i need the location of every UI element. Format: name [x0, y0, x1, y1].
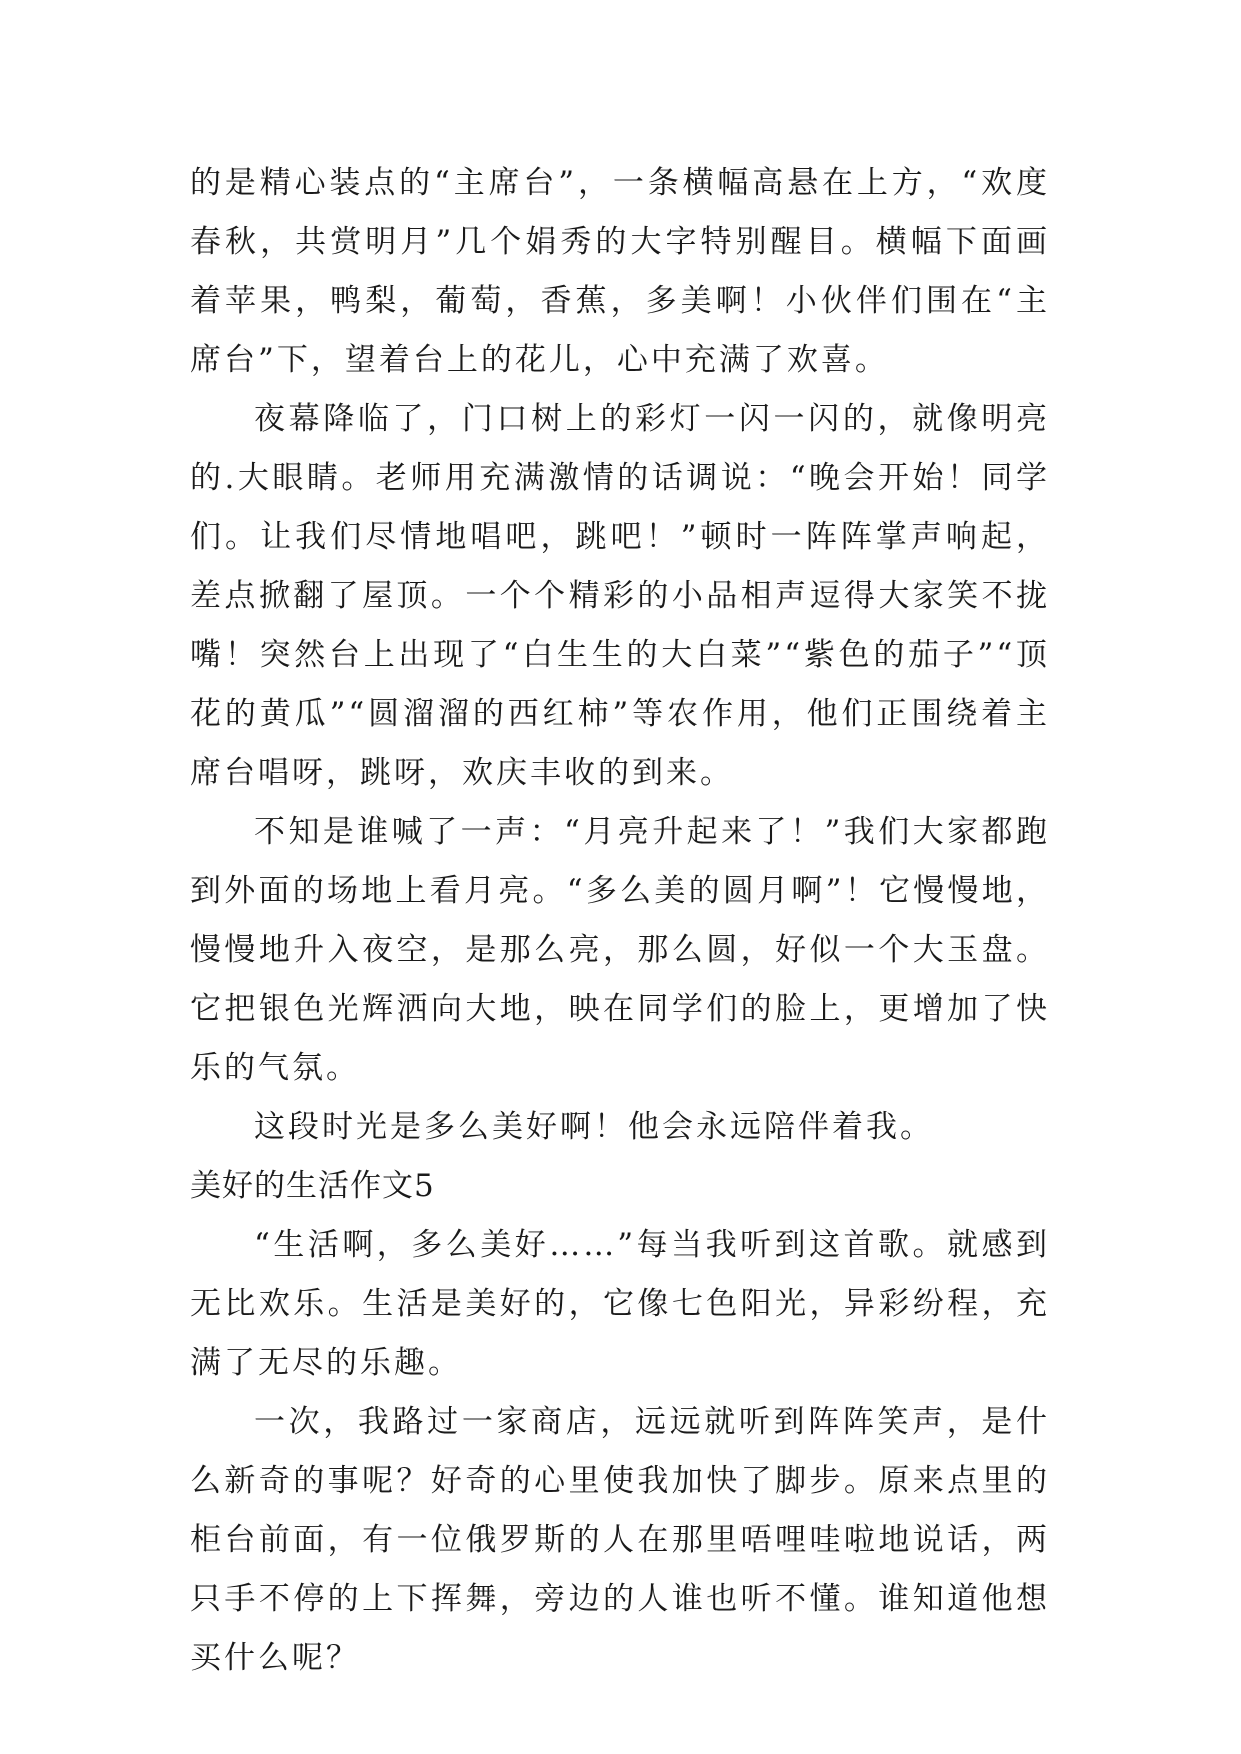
- document-page: [190, 154, 1050, 1688]
- paragraph-closing: 这段时光是多么美好啊！他会永远陪伴着我。: [254, 1109, 934, 1145]
- paragraph-moonrise: 不知是谁喊了一声：“月亮升起来了！”我们大家都跑到外面的场地上看月亮。“多么美的圆月啊”！它慢慢地，慢慢地升入夜空，是那么亮，那么圆，好似一个大玉盘。它把银色光辉洒向大地，映在同学们的脸上，更增加了快乐的气氛。: [190, 814, 1050, 1086]
- paragraph-shop-story: 一次，我路过一家商店，远远就听到阵阵笑声，是什么新奇的事呢？好奇的心里使我加快了脚步。原来点里的柜台前面，有一位俄罗斯的人在那里唔哩哇啦地说话，两只手不停的上下挥舞，旁边的人谁也听不懂。谁知道他想买什么呢？: [190, 1404, 1050, 1676]
- paragraph-festival-stage: 的是精心装点的“主席台”，一条横幅高悬在上方，“欢度春秋，共赏明月”几个娟秀的大字特别醒目。横幅下面画着苹果，鸭梨，葡萄，香蕉，多美啊！小伙伴们围在“主席台”下，望着台上的花儿，心中充满了欢喜。: [190, 165, 1050, 378]
- paragraph-life-song: “生活啊，多么美好……”每当我听到这首歌。就感到无比欢乐。生活是美好的，它像七色阳光，异彩纷程，充满了无尽的乐趣。: [190, 1227, 1050, 1381]
- paragraph-evening-party: 夜幕降临了，门口树上的彩灯一闪一闪的，就像明亮的.大眼睛。老师用充满激情的话调说：“晚会开始！同学们。让我们尽情地唱吧，跳吧！”顿时一阵阵掌声响起，差点掀翻了屋顶。一个个精彩的小品相声逗得大家笑不拢嘴！突然台上出现了“白生生的大白菜”“紫色的茄子”“顶花的黄瓜”“圆溜溜的西红柿”等农作用，他们正围绕着主席台唱呀，跳呀，欢庆丰收的到来。: [190, 401, 1050, 791]
- section-title: 美好的生活作文5: [190, 1168, 435, 1204]
